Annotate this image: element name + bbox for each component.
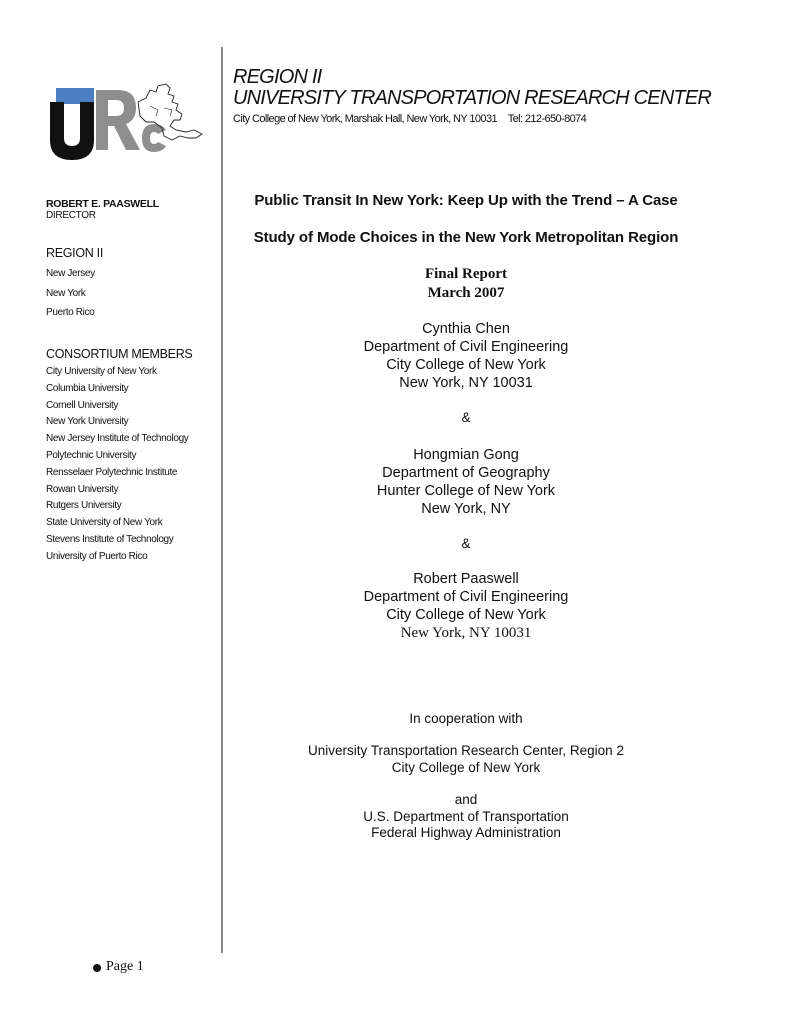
- author-dept: Department of Civil Engineering: [363, 589, 569, 605]
- cooperation-intro: In cooperation with: [409, 711, 523, 726]
- author-name: Hongmian Gong: [413, 447, 519, 463]
- region-list: [46, 268, 95, 327]
- author-institution: City College of New York: [386, 357, 546, 373]
- header-address: City College of New York, Marshak Hall, New York, NY 10031: [233, 113, 497, 125]
- author-institution: City College of New York: [386, 607, 546, 623]
- author-institution: Hunter College of New York: [376, 483, 556, 499]
- author-dept: Department of Civil Engineering: [363, 339, 569, 355]
- header-address-line: [233, 113, 586, 125]
- author-city: New York, NY 10031: [400, 625, 532, 641]
- author-block: [224, 320, 708, 392]
- cooperation-org-institution: City College of New York: [391, 759, 541, 775]
- header-region: REGION II: [233, 66, 322, 88]
- member-item: University of Puerto Rico: [46, 550, 148, 562]
- author-name: Robert Paaswell: [413, 571, 519, 587]
- author-block: [224, 570, 708, 642]
- consortium-list: [46, 366, 188, 568]
- page-bullet-icon: [93, 964, 101, 972]
- member-item: Cornell University: [46, 399, 119, 411]
- report-type: Final Report: [424, 266, 508, 282]
- member-item: Polytechnic University: [46, 449, 137, 461]
- consortium-heading: CONSORTIUM MEMBERS: [46, 347, 193, 361]
- author-dept: Department of Geography: [382, 465, 550, 481]
- member-item: Stevens Institute of Technology: [46, 533, 174, 545]
- member-item: Rensselaer Polytechnic Institute: [46, 466, 178, 478]
- report-date: March 2007: [427, 285, 505, 301]
- region-item: New Jersey: [46, 268, 95, 279]
- member-item: New York University: [46, 416, 129, 428]
- vertical-divider: [221, 47, 223, 953]
- member-item: Rutgers University: [46, 500, 122, 512]
- utrc-logo: [46, 80, 206, 164]
- author-city: New York, NY: [421, 501, 511, 517]
- header-center-name: UNIVERSITY TRANSPORTATION RESEARCH CENTER: [233, 87, 712, 109]
- cooperation-org: University Transportation Research Center, Region 2: [308, 743, 624, 758]
- cooperation-block-1: [224, 743, 708, 776]
- region-item: Puerto Rico: [46, 307, 95, 318]
- member-item: Rowan University: [46, 483, 119, 495]
- author-city: New York, NY 10031: [399, 375, 533, 391]
- member-item: City University of New York: [46, 366, 157, 377]
- report-title-line1: Public Transit In New York: Keep Up with the Trend – A Case: [254, 192, 678, 209]
- cooperation-org: U.S. Department of Transportation: [363, 808, 569, 824]
- report-title-line2: Study of Mode Choices in the New York Metropolitan Region: [253, 229, 679, 246]
- director-name: ROBERT E. PAASWELL: [46, 198, 159, 210]
- ampersand-1: &: [461, 410, 471, 425]
- author-block: [224, 446, 708, 518]
- page-number: Page 1: [106, 959, 144, 974]
- cooperation-and: and: [454, 792, 478, 807]
- cooperation-block-2: [224, 792, 708, 842]
- member-item: State University of New York: [46, 517, 163, 529]
- member-item: New Jersey Institute of Technology: [46, 433, 189, 445]
- cooperation-org-sub: Federal Highway Administration: [371, 825, 561, 840]
- header-tel: Tel: 212-650-8074: [507, 113, 587, 125]
- region-item: New York: [46, 287, 86, 299]
- author-name: Cynthia Chen: [422, 321, 510, 337]
- member-item: Columbia University: [46, 382, 129, 394]
- director-title: DIRECTOR: [46, 210, 96, 221]
- ampersand-2: &: [461, 536, 471, 551]
- region-heading: REGION II: [46, 246, 104, 260]
